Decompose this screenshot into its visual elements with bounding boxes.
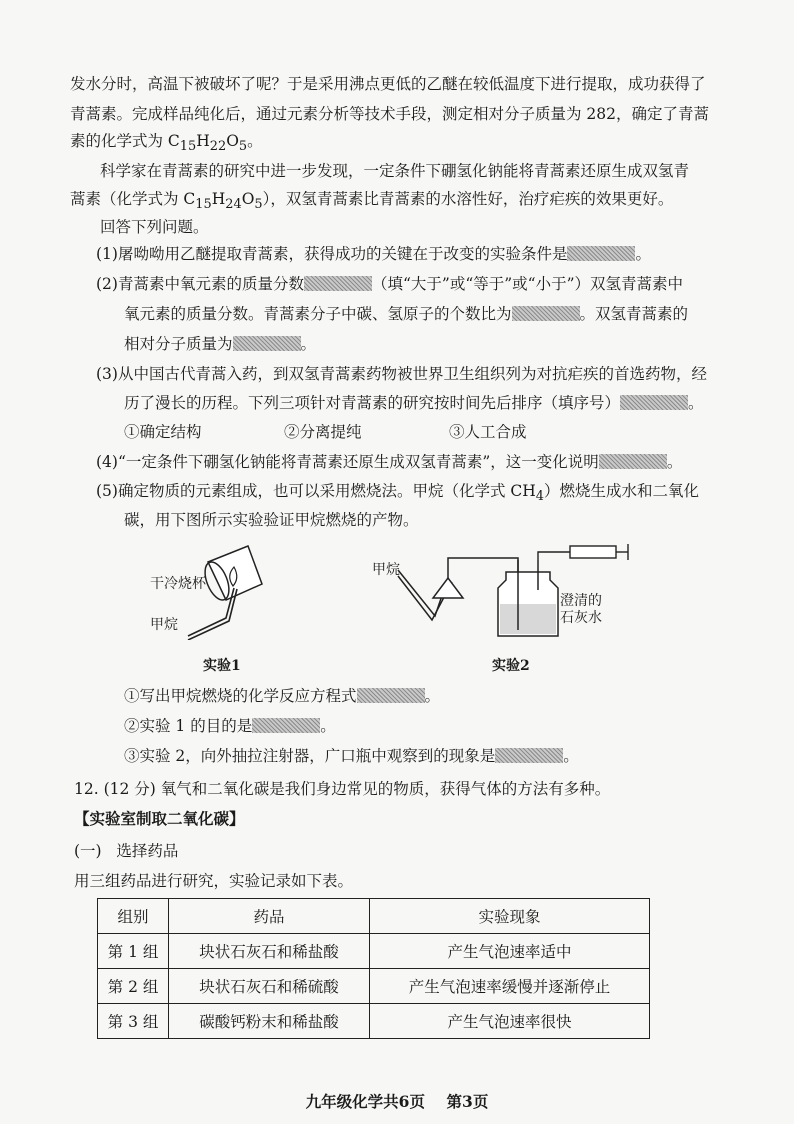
formula-text: 蒿素（化学式为 C bbox=[70, 190, 196, 208]
intro-para2-line-2 bbox=[70, 188, 673, 216]
option-3: ③人工合成 bbox=[449, 423, 527, 441]
formula-text: O bbox=[241, 190, 255, 208]
question-12-title: 12. (12 分) 氧气和二氧化碳是我们身边常见的物质，获得气体的方法有多种。 bbox=[74, 780, 611, 798]
bottle-icon bbox=[498, 560, 558, 636]
option-2: ②分离提纯 bbox=[284, 423, 362, 441]
table-cell: 产生气泡速率适中 bbox=[370, 934, 650, 969]
formula-text: 素的化学式为 C bbox=[70, 132, 180, 150]
answer-blank[interactable] bbox=[252, 718, 320, 733]
answer-blank[interactable] bbox=[599, 454, 667, 469]
question-text: 。 bbox=[688, 394, 704, 412]
results-table bbox=[97, 898, 650, 1039]
question-3-line-1: (3)从中国古代青蒿入药，到双氢青蒿素药物被世界卫生组织列为对抗疟疾的首选药物，经 bbox=[96, 365, 707, 383]
answer-blank[interactable] bbox=[304, 276, 372, 291]
table-row bbox=[98, 1004, 650, 1039]
syringe-icon bbox=[538, 544, 628, 560]
question-text: 。 bbox=[666, 453, 683, 471]
table-cell: 碳酸钙粉末和稀盐酸 bbox=[169, 1004, 370, 1039]
intro-line-1: 发水分时，高温下被破坏了呢？于是采用沸点更低的乙醚在较低温度下进行提取，成功获得了 bbox=[70, 75, 706, 93]
question-2-line-2 bbox=[124, 303, 688, 325]
formula-sub: 22 bbox=[209, 139, 227, 155]
formula-sub: 15 bbox=[179, 139, 197, 155]
answer-prompt: 回答下列问题。 bbox=[100, 218, 209, 236]
question-4 bbox=[96, 451, 682, 473]
formula-text: 。 bbox=[247, 132, 263, 150]
formula-sub: 5 bbox=[254, 197, 263, 213]
column-header: 实验现象 bbox=[370, 899, 650, 934]
label-methane-1: 甲烷 bbox=[150, 617, 178, 633]
table-header-row bbox=[98, 899, 650, 934]
question-text: ）燃烧生成水和二氧化 bbox=[543, 482, 699, 500]
answer-blank[interactable] bbox=[512, 306, 580, 321]
question-3-options bbox=[124, 421, 527, 443]
intro-para2-line-1: 科学家在青蒿素的研究中进一步发现，一定条件下硼氢化钠能将青蒿素还原生成双氢青 bbox=[100, 162, 690, 180]
question-text: 。双氢青蒿素的 bbox=[579, 305, 689, 323]
question-text: 。 bbox=[635, 245, 651, 263]
question-text: 历了漫长的历程。下列三项针对青蒿素的研究按时间先后排序（填序号） bbox=[124, 394, 621, 412]
question-2-line-3 bbox=[124, 333, 316, 355]
column-header: 组别 bbox=[98, 899, 169, 934]
question-text: 。 bbox=[424, 687, 441, 705]
table-description: 用三组药品进行研究，实验记录如下表。 bbox=[74, 872, 354, 890]
question-1 bbox=[96, 243, 651, 265]
formula-sub: 24 bbox=[225, 197, 242, 213]
page-footer: 九年级化学共6页 第3页 bbox=[305, 1092, 489, 1111]
label-limewater-1: 澄清的 bbox=[560, 593, 602, 609]
table-cell: 产生气泡速率很快 bbox=[370, 1004, 650, 1039]
label-methane-2: 甲烷 bbox=[372, 562, 400, 578]
question-text: (2)青蒿素中氧元素的质量分数 bbox=[96, 275, 304, 293]
question-5-sub-3 bbox=[124, 745, 579, 767]
question-text: ①写出甲烷燃烧的化学反应方程式 bbox=[124, 687, 357, 705]
caption-experiment-2: 实验2 bbox=[492, 658, 530, 674]
question-text: ②实验 1 的目的是 bbox=[124, 717, 253, 735]
formula-sub: 5 bbox=[238, 139, 248, 155]
question-text: 。 bbox=[563, 747, 579, 765]
table-cell: 第 3 组 bbox=[98, 1004, 169, 1039]
table-row bbox=[98, 934, 650, 969]
table-cell: 第 1 组 bbox=[98, 934, 169, 969]
question-text: (1)屠呦呦用乙醚提取青蒿素，获得成功的关键在于改变的实验条件是 bbox=[96, 245, 568, 263]
question-text: (4)“一定条件下硼氢化钠能将青蒿素还原生成双氢青蒿素”，这一变化说明 bbox=[96, 453, 599, 471]
question-text: ③实验 2，向外抽拉注射器，广口瓶中观察到的现象是 bbox=[124, 747, 496, 765]
answer-blank[interactable] bbox=[620, 395, 688, 410]
caption-experiment-1: 实验1 bbox=[203, 658, 241, 674]
question-5-sub-2 bbox=[124, 715, 336, 737]
formula-text: H bbox=[211, 190, 226, 208]
question-text: 氧元素的质量分数。青蒿素分子中碳、氢原子的个数比为 bbox=[124, 305, 512, 323]
question-3-line-2 bbox=[124, 392, 704, 414]
intro-line-2: 青蒿素。完成样品纯化后，通过元素分析等技术手段，测定相对分子质量为 282，确定了青蒿 bbox=[70, 105, 710, 123]
table-row bbox=[98, 969, 650, 1004]
formula-sub: 4 bbox=[535, 489, 544, 505]
answer-blank[interactable] bbox=[357, 688, 425, 703]
intro-line-3 bbox=[70, 130, 263, 158]
question-2-line-1 bbox=[96, 273, 683, 295]
question-text: 。 bbox=[320, 717, 336, 735]
question-text: (5)确定物质的元素组成，也可以采用燃烧法。甲烷（化学式 CH bbox=[96, 482, 536, 500]
table-cell: 块状石灰石和稀盐酸 bbox=[169, 934, 370, 969]
table-cell: 第 2 组 bbox=[98, 969, 169, 1004]
question-5-line-1 bbox=[96, 480, 699, 508]
question-text: 相对分子质量为 bbox=[124, 335, 233, 353]
answer-blank[interactable] bbox=[495, 748, 563, 763]
column-header: 药品 bbox=[169, 899, 370, 934]
answer-blank[interactable] bbox=[567, 246, 635, 261]
subsection-heading: (一) 选择药品 bbox=[74, 842, 179, 860]
question-5-sub-1 bbox=[124, 685, 440, 707]
table-cell: 产生气泡速率缓慢并逐渐停止 bbox=[370, 969, 650, 1004]
answer-blank[interactable] bbox=[233, 336, 301, 351]
formula-text: H bbox=[196, 132, 210, 150]
question-text: 。 bbox=[300, 335, 317, 353]
formula-text: ），双氢青蒿素比青蒿素的水溶性好，治疗疟疾的效果更好。 bbox=[262, 190, 674, 208]
section-heading: 【实验室制取二氧化碳】 bbox=[74, 809, 245, 828]
formula-sub: 15 bbox=[195, 197, 212, 213]
label-limewater-2: 石灰水 bbox=[560, 610, 602, 626]
question-5-line-2: 碳，用下图所示实验验证甲烷燃烧的产物。 bbox=[124, 511, 419, 529]
label-dry-cold-beaker: 干冷烧杯 bbox=[150, 576, 206, 592]
question-text: （填“大于”或“等于”或“小于”）双氢青蒿素中 bbox=[371, 275, 684, 293]
option-1: ①确定结构 bbox=[124, 423, 202, 441]
table-cell: 块状石灰石和稀硫酸 bbox=[169, 969, 370, 1004]
formula-text: O bbox=[226, 132, 239, 150]
